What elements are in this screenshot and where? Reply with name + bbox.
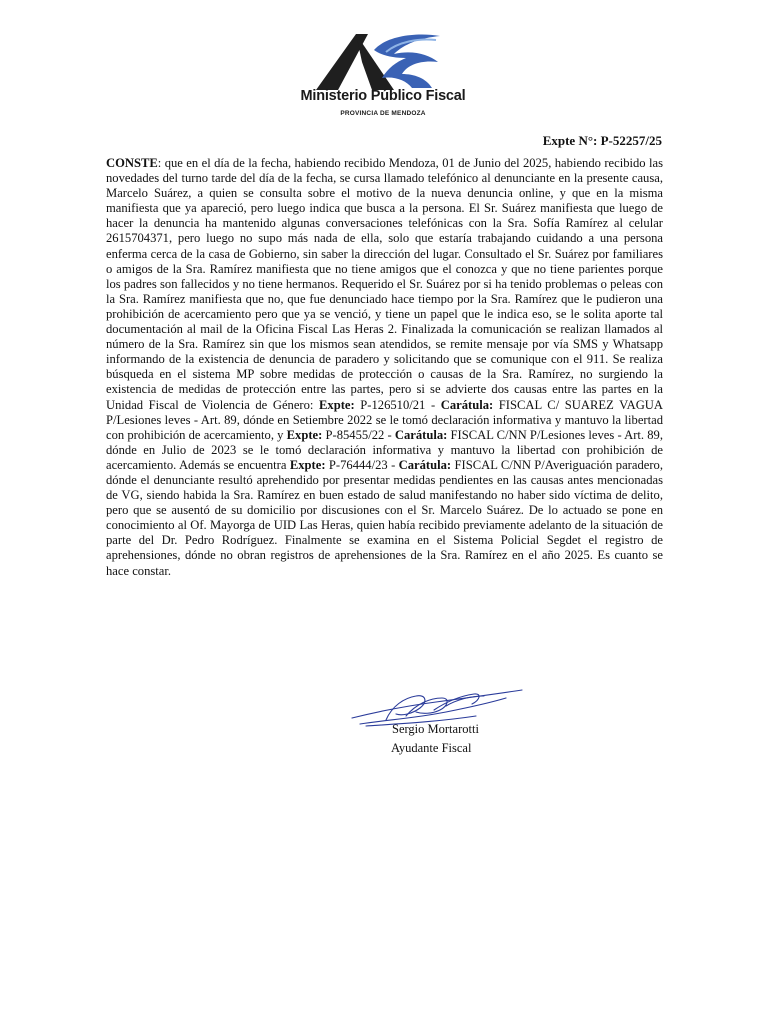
caratula-label-2: Carátula: xyxy=(394,427,448,442)
expte-value-2: P-85455/22 - xyxy=(322,427,395,442)
document-body xyxy=(106,156,663,579)
logo-subtitle: PROVINCIA DE MENDOZA xyxy=(340,110,426,117)
body-text-intro: : que en el día de la fecha, habiendo recibido Mendoza, 01 de Junio del 2025, habiendo recibido las novedades del turno tarde del día de la fecha, se cursa llamado telefónico al denunciante en la presente causa, Marcelo Suárez, a quien se consulta sobre el motivo de la nueva denuncia online, y que en la misma manifiesta que ya apareció, pero luego indica que busca a la persona. El Sr. Suárez manifiesta que luego de hacer la denuncia ha mantenido algunas conversaciones telefónicas con la Sra. Sofía Ramírez al celular 2615704371, pero luego no supo más nada de ella, solo que estaría trabajando cuidando a una persona enferma cerca de la casa de Gobierno, sin saber la dirección del lugar. Consultado el Sr. Suárez por familiares o amigos de la Sra. Ramírez manifiesta que no tiene amigos que el conozca y que no tiene parientes porque los padres son fallecidos y no tiene hermanos. Requerido el Sr. Suárez por si ha tenido problemas o peleas con la Sra. Ramírez manifiesta que no, que fue denunciado hace tiempo por la Sra. Ramírez que le pudieron una prohibición de acercamiento pero que ya se venció, y tiene un papel que le indica eso, se le solita aporte tal documentación al mail de la Oficina Fiscal Las Heras 2. Finalizada la comunicación se realizan llamados al número de la Sra. Ramírez sin que los mismos sean atendidos, se remite mensaje por vía SMS y Whatsapp informando de la existencia de denuncia de paradero y solicitando que se comunique con el 911. Se realiza búsqueda en el sistema MP sobre medidas de protección o causas de la Sra. Ramírez, no surgiendo la existencia de medidas de protección entre las partes, pero si se advierte dos causas entre las partes en la Unidad Fiscal de Violencia de Género: xyxy=(106,156,663,412)
caratula-label-3: Carátula: xyxy=(398,457,452,472)
signature-block xyxy=(336,668,536,776)
expte-value-1: P-126510/21 - xyxy=(354,397,441,412)
caratula-text-2: FISCAL C/NN P/Lesiones leves - Art. 89, dónde en Julio de 2023 se le tomó declaración informativa y mantuvo la libertad con prohibición de acercamiento. Además se encuentra xyxy=(106,427,663,472)
caratula-text-1: FISCAL C/ SUAREZ VAGUA P/Lesiones leves - Art. 89, dónde en Setiembre 2022 se le tomó declaración informativa y mantuvo la libertad con prohibición de acercamiento, y xyxy=(106,397,663,442)
expte-label-3: Expte: xyxy=(289,457,326,472)
ministerio-logo-mark xyxy=(316,32,442,92)
expte-label-1: Expte: xyxy=(319,397,355,412)
ministerio-logo xyxy=(278,32,488,128)
signer-role: Ayudante Fiscal xyxy=(391,741,472,755)
case-number: Expte N°: P-52257/25 xyxy=(542,133,662,148)
expte-value-3: P-76444/23 - xyxy=(325,457,399,472)
signer-name: Sergio Mortarotti xyxy=(392,722,479,736)
caratula-text-3: FISCAL C/NN P/Averiguación paradero, dónde el denunciante resultó aprehendido por presentar medidas pendientes en las causas antes mencionadas de VG, siendo habida la Sra. Ramírez en buen estado de salud manifestando no haber sido víctima de delito, pero que se ausentó de su domicilio por discusiones con el Sr. Marcelo Suárez. De lo actuado se pone en conocimiento al Of. Mayorga de UID Las Heras, quien había recibido previamente adelanto de la situación de parte del Dr. Pedro Rodríguez. Finalmente se examina en el Sistema Policial Segdet el registro de aprehensiones, dónde no obran registros de aprehensiones de la Sra. Ramírez en el año 2025. Es cuanto se hace constar. xyxy=(106,457,663,578)
expte-label-2: Expte: xyxy=(286,427,323,442)
logo-title: Ministerio Público Fiscal xyxy=(300,88,466,104)
conste-label: CONSTE xyxy=(106,156,158,170)
caratula-label-1: Carátula: xyxy=(440,397,494,412)
